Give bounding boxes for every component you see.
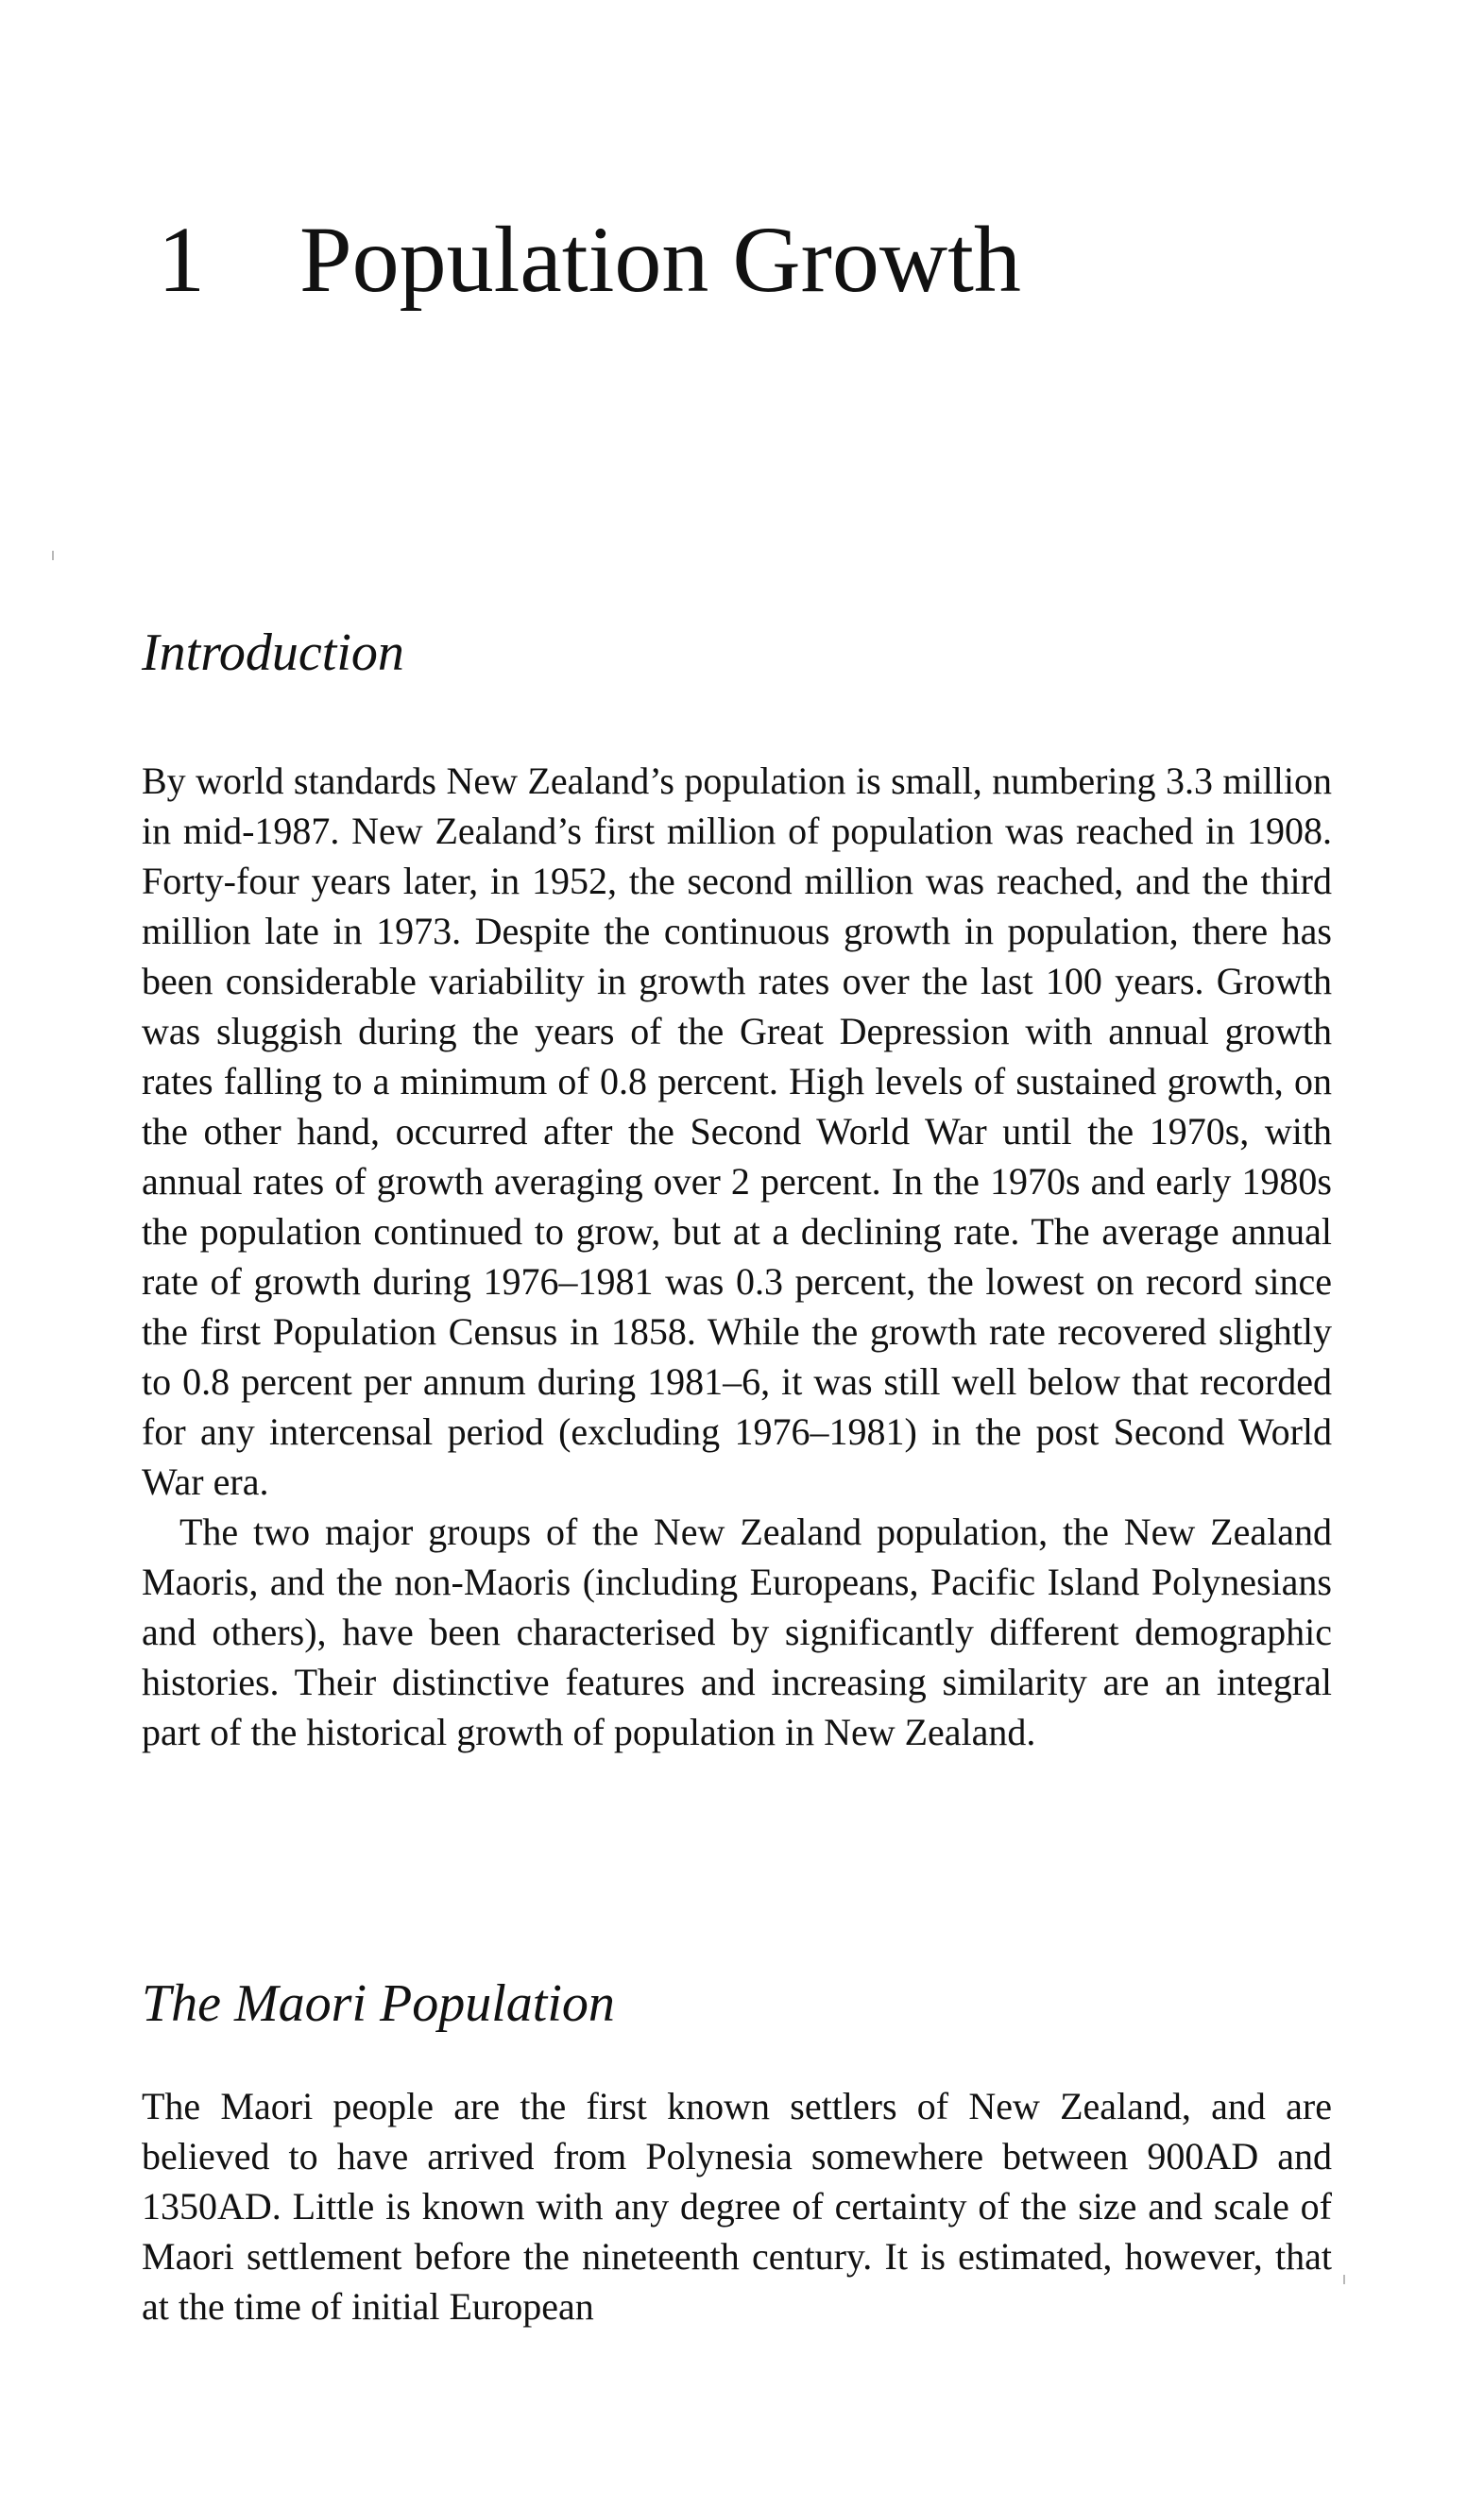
chapter-number: 1 <box>158 207 205 312</box>
scan-margin-mark <box>52 551 54 560</box>
introduction-body <box>142 756 1332 1757</box>
section-heading-introduction: Introduction <box>142 623 404 682</box>
paragraph: The two major groups of the New Zealand population, the New Zealand Maoris, and the non-Maoris (including Europeans, Pacific Island Polynesians and others), have been characterised by significantly different demographic histories. Their distinctive features and increasing similarity are an integral part of the historical growth of population in New Zealand. <box>142 1511 1332 1753</box>
paragraph: The Maori people are the first known settlers of New Zealand, and are believed to have arrived from Polynesia somewhere between 900AD and 1350AD. Little is known with any degree of certainty of the size and scale of Maori settlement before the nineteenth century. It is estimated, however, that at the time of initial European <box>142 2085 1332 2328</box>
chapter-title <box>158 207 1021 312</box>
scan-margin-mark-right <box>1343 2275 1345 2284</box>
maori-population-body <box>142 2081 1332 2331</box>
chapter-title-text: Population Growth <box>299 207 1021 312</box>
section-heading-maori-population: The Maori Population <box>142 1974 615 2033</box>
paragraph: By world standards New Zealand’s population is small, numbering 3.3 million in mid-1987. New Zealand’s first million of population was reached in 1908. Forty-four years later, in 1952, the second million was reached, and the third million late in 1973. Despite the continuous growth in population, there has been considerable variability in growth rates over the last 100 years. Growth was sluggish during the years of the Great Depression with annual growth rates falling to a minimum of 0.8 percent. High levels of sustained growth, on the other hand, occurred after the Second World War until the 1970s, with annual rates of growth averaging over 2 percent. In the 1970s and early 1980s the population continued to grow, but at a declining rate. The average annual rate of growth during 1976–1981 was 0.3 percent, the lowest on record since the first Population Census in 1858. While the growth rate recovered slightly to 0.8 percent per annum during 1981–6, it was still well below that recorded for any intercensal period (excluding 1976–1981) in the post Second World War era. <box>142 760 1332 1503</box>
